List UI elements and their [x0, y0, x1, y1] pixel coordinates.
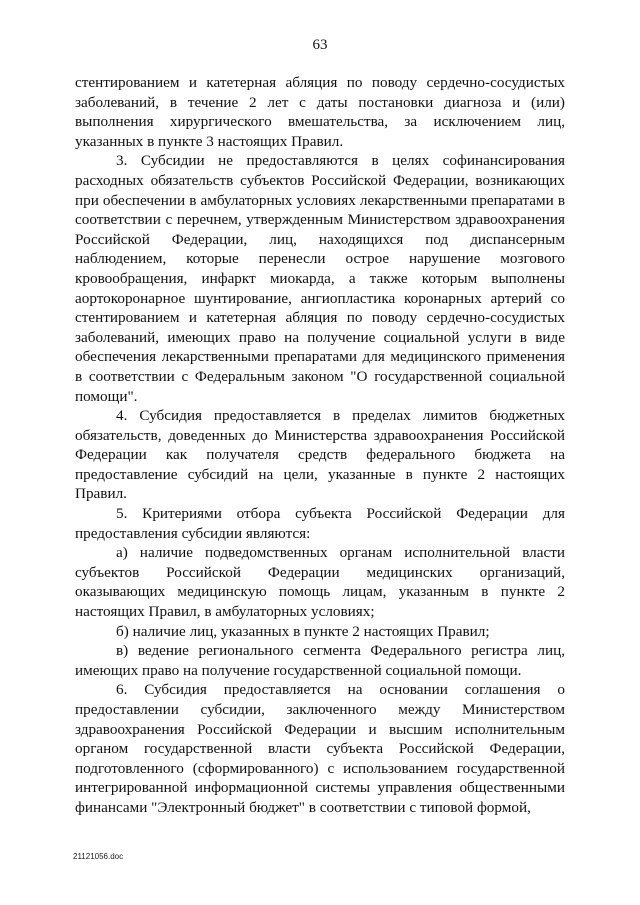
paragraph-clause-5b: б) наличие лиц, указанных в пункте 2 настоящих Правил;: [116, 622, 490, 640]
paragraph-clause-4: 4. Субсидия предоставляется в пределах лимитов бюджетных обязательств, доведенных до Министерства здравоохранения Российской Федерации как получателя средств федерального бюджета на предоставление субсидий на цели, указанные в пункте 2 настоящих Правил.: [75, 407, 565, 503]
paragraph-clause-3: 3. Субсидии не предоставляются в целях софинансирования расходных обязательств субъектов Российской Федерации, возникающих при обеспечении в амбулаторных условиях лекарственными препаратами в соответствии с перечнем, утвержденным Министерством здравоохранения Российской Федерации, лиц, находящихся под диспансерным наблюдением, которые перенесли острое нарушение мозгового кровообращения, инфаркт миокарда, а также которым выполнены аортокоронарное шунтирование, ангиопластика коронарных артерий со стентированием и катетерная абляция по поводу сердечно-сосудистых заболеваний, имеющих право на получение социальной услуги в виде обеспечения лекарственными препаратами для медицинского применения в соответствии с Федеральным законом "О государственной социальной помощи".: [75, 152, 565, 405]
paragraph-clause-5a: а) наличие подведомственных органам исполнительной власти субъектов Российской Федерации медицинских организаций, оказывающих медицинскую помощь лицам, указанным в пункте 2 настоящих Правил, в амбулаторных условиях;: [75, 544, 565, 621]
paragraph-clause-5v: в) ведение регионального сегмента Федерального регистра лиц, имеющих право на получение государственной социальной помощи.: [75, 642, 565, 679]
paragraph-clause-6: 6. Субсидия предоставляется на основании соглашения о предоставлении субсидии, заключенного между Министерством здравоохранения Российской Федерации и высшим исполнительным органом государственной власти субъекта Российской Федерации, подготовленного (сформированного) с использованием государственной интегрированной информационной системы управления общественными финансами "Электронный бюджет" в соответствии с типовой формой,: [75, 681, 565, 816]
file-name-footer: 21121056.doc: [73, 852, 124, 861]
paragraph-continuation: стентированием и катетерная абляция по поводу сердечно-сосудистых заболеваний, в течение 2 лет с даты постановки диагноза и (или) выполнения хирургического вмешательства, за исключением лиц, указанных в пункте 3 настоящих Правил.: [75, 74, 565, 150]
page-number: 63: [312, 37, 328, 53]
document-body: [75, 73, 565, 818]
paragraph-clause-5: 5. Критериями отбора субъекта Российской Федерации для предоставления субсидии являются:: [75, 505, 565, 542]
